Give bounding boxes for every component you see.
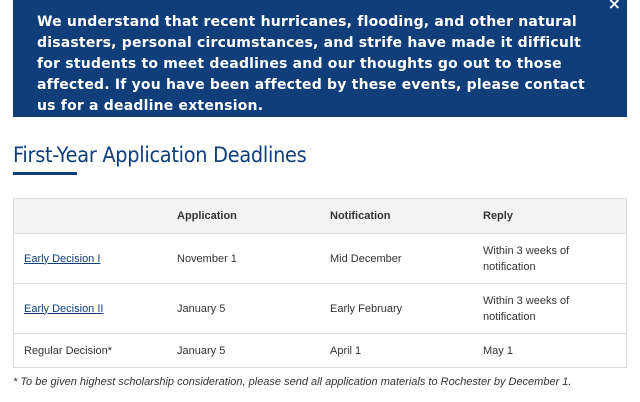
application-cell: January 5 <box>167 284 320 334</box>
column-header-plan <box>14 199 168 234</box>
scholarship-footnote: * To be given highest scholarship consideration, please send all application materials to Rochester by December 1. <box>13 376 572 388</box>
column-header-application: Application <box>167 199 320 234</box>
plan-cell: Regular Decision* <box>14 334 168 368</box>
notification-cell: April 1 <box>320 334 473 368</box>
reply-cell: Within 3 weeks of notification <box>473 234 627 284</box>
close-icon[interactable]: × <box>607 0 621 13</box>
table-row <box>14 334 627 368</box>
table-row <box>14 234 627 284</box>
plan-cell <box>14 284 168 334</box>
application-cell: November 1 <box>167 234 320 284</box>
deadlines-table <box>13 198 627 368</box>
title-underline <box>13 172 77 175</box>
early-decision-ii-link[interactable]: Early Decision II <box>24 302 104 315</box>
column-header-notification: Notification <box>320 199 473 234</box>
alert-banner <box>13 0 627 117</box>
early-decision-i-link[interactable]: Early Decision I <box>24 252 101 265</box>
reply-cell: May 1 <box>473 334 627 368</box>
plan-cell <box>14 234 168 284</box>
table-row <box>14 284 627 334</box>
notification-cell: Early February <box>320 284 473 334</box>
table-header-row <box>14 199 627 234</box>
reply-cell: Within 3 weeks of notification <box>473 284 627 334</box>
application-cell: January 5 <box>167 334 320 368</box>
page-title: First-Year Application Deadlines <box>13 143 307 167</box>
alert-message: We understand that recent hurricanes, flooding, and other natural disasters, personal circumstances, and strife have made it difficult for students to meet deadlines and our thoughts go out to those affected. If you have been affected by these events, please contact us for a deadline extension. <box>37 14 585 114</box>
column-header-reply: Reply <box>473 199 627 234</box>
notification-cell: Mid December <box>320 234 473 284</box>
